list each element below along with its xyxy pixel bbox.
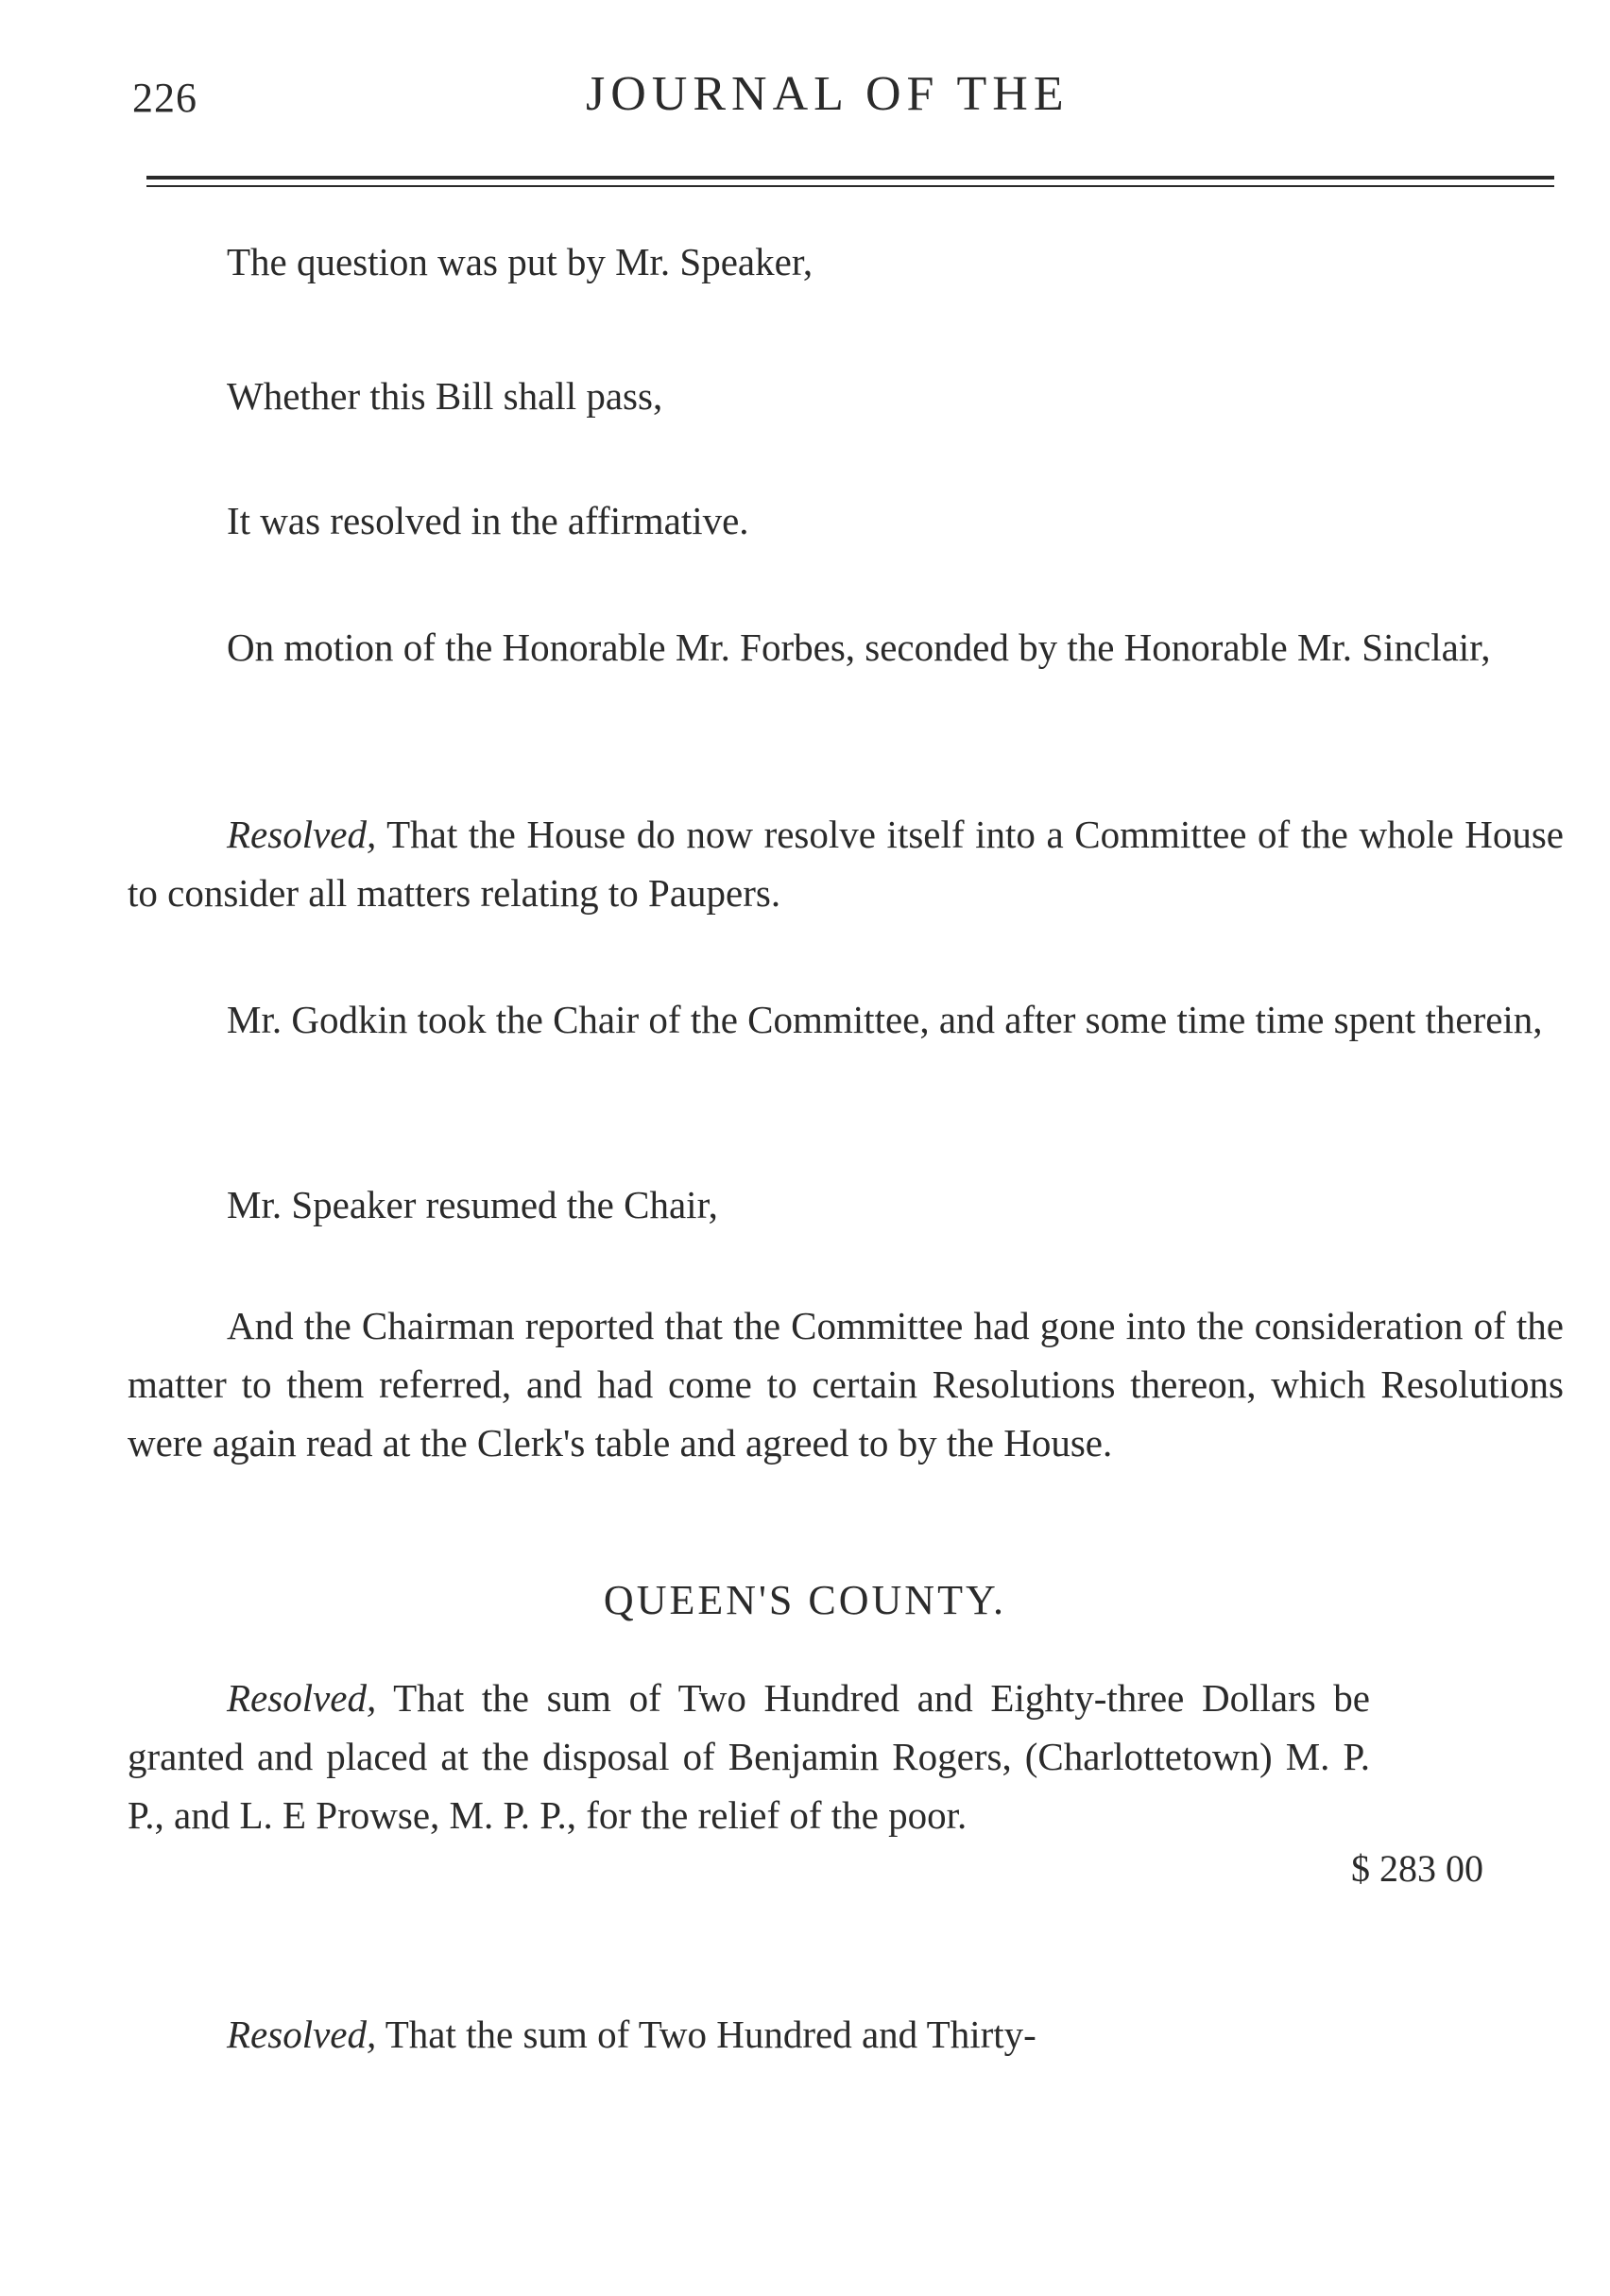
resolved-label: Resolved, (227, 1676, 377, 1720)
page-number: 226 (132, 75, 197, 121)
resolved-label: Resolved, (227, 813, 377, 856)
resolved-label: Resolved, (227, 2013, 377, 2056)
resolution-amount: $ 283 00 (1351, 1847, 1483, 1890)
resolved-text: That the House do now resolve itself into a Committee of the whole House to consider all matters relating to Paupers. (128, 813, 1564, 915)
paragraph-question-put: The question was put by Mr. Speaker, (227, 240, 814, 283)
running-head: JOURNAL OF THE (586, 67, 1070, 121)
resolution-text: That the sum of Two Hundred and Eighty-three Dollars be granted and placed at the disposal of Benjamin Rogers, (Charlottetown) M. P. P., and L. E Prowse, M. P. P., for the relief of the poor. (128, 1676, 1370, 1837)
resolution-text: That the sum of Two Hundred and Thirty- (376, 2013, 1036, 2056)
header-rule-thick (146, 176, 1554, 180)
header-rule-thin (146, 185, 1554, 187)
paragraph-motion-forbes: On motion of the Honorable Mr. Forbes, seconded by the Honorable Mr. Sinclair, (227, 625, 1491, 669)
paragraph-speaker-resumed: Mr. Speaker resumed the Chair, (227, 1183, 718, 1226)
resolution-paupers-283 (128, 1669, 1370, 1844)
resolution-two-hundred-thirty (128, 2005, 1370, 2064)
paragraph-whether-bill-pass: Whether this Bill shall pass, (227, 374, 663, 418)
paragraph-resolved-affirmative: It was resolved in the affirmative. (227, 499, 749, 542)
paragraph-godkin-chair: Mr. Godkin took the Chair of the Committee, and after some time time spent therein, (227, 998, 1543, 1041)
section-heading-queens-county: QUEEN'S COUNTY. (603, 1577, 1007, 1623)
paragraph-resolved-committee (128, 805, 1564, 922)
paragraph-chairman-reported: And the Chairman reported that the Committee had gone into the consideration of the matter to them referred, and had come to certain Resolutions thereon, which Resolutions were again read at the Clerk's table and agreed to by the House. (128, 1304, 1564, 1465)
